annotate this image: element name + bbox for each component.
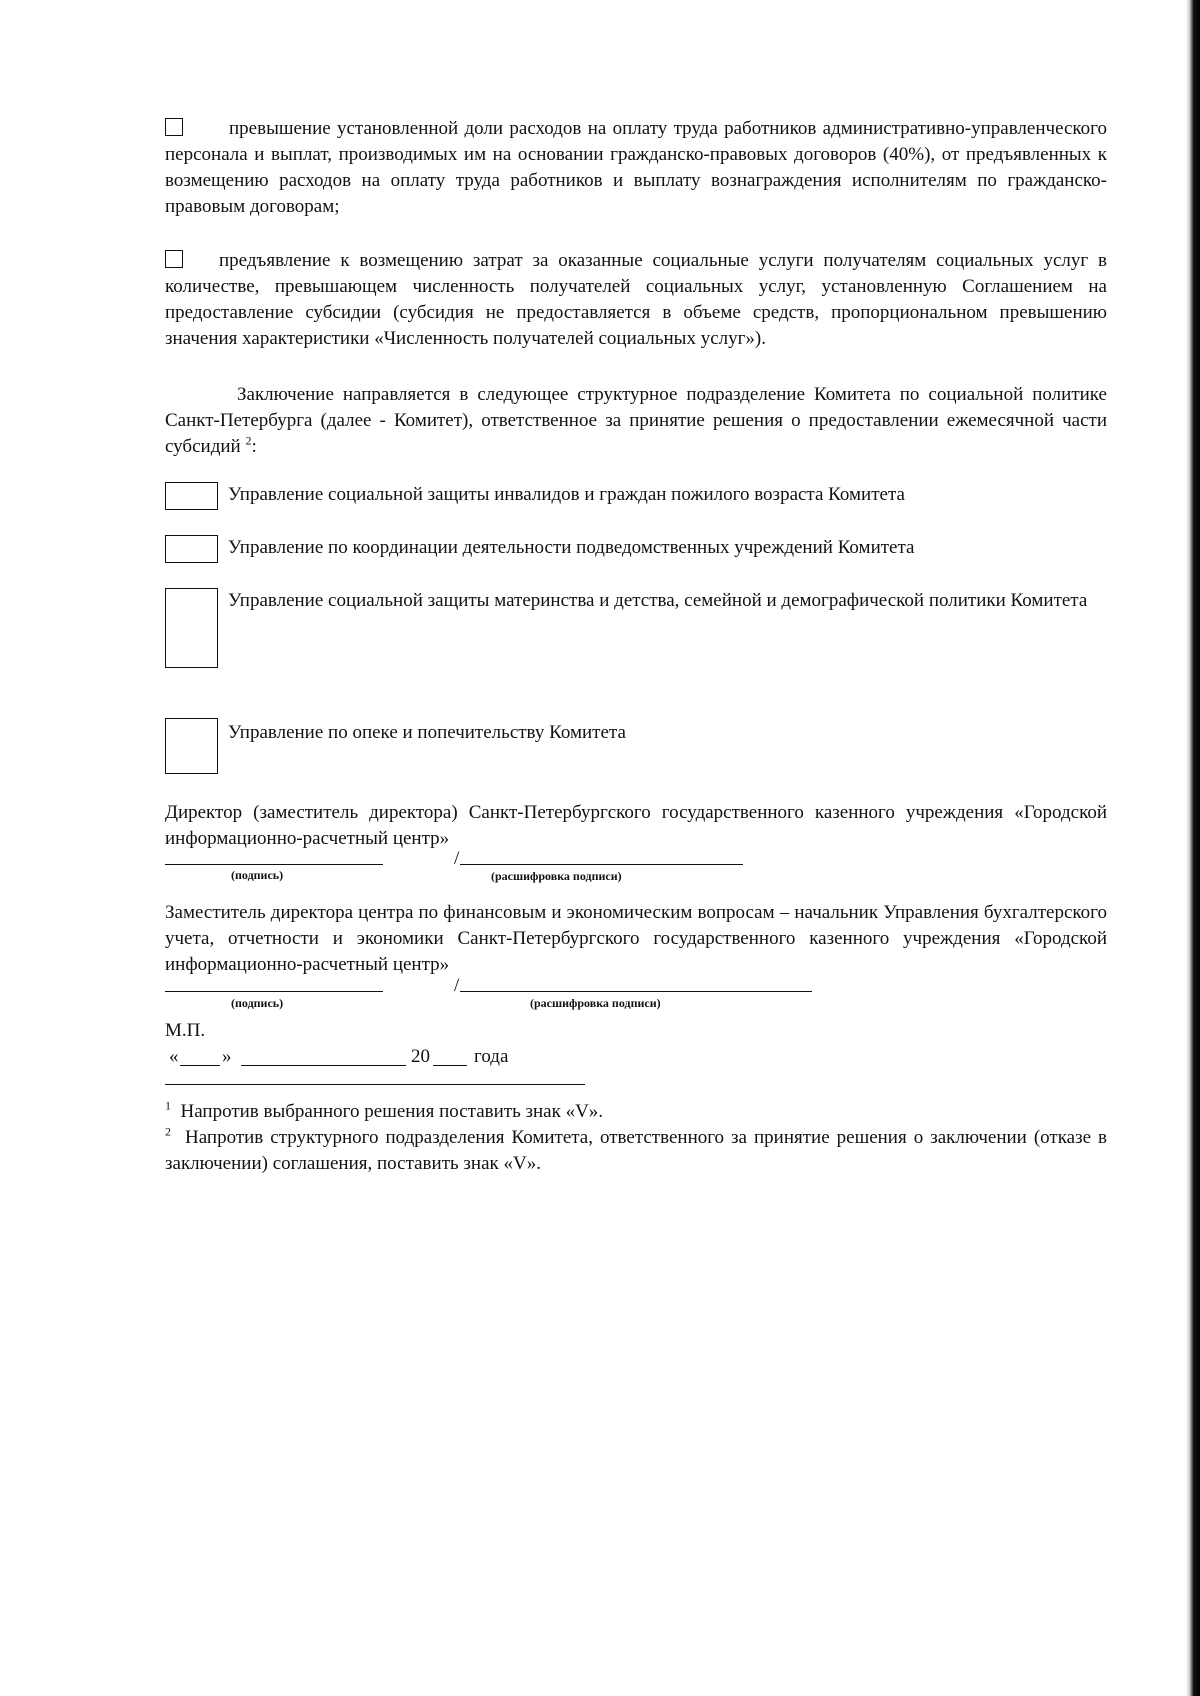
checkbox-excess-admin-share[interactable] (165, 118, 183, 136)
department-checkbox-4[interactable] (165, 718, 218, 774)
date-year-line[interactable] (433, 1065, 467, 1066)
footnote-2-text: Напротив структурного подразделения Комитета, ответственного за принятие решения о заключении (отказе в заключении) соглашения, поставить знак «V». (165, 1127, 1107, 1174)
date-quote-close: » (222, 1046, 232, 1067)
director-signature-row (165, 848, 1107, 886)
date-row (165, 1044, 1107, 1074)
department-row-4 (165, 718, 1107, 774)
footnote-1-text: Напротив выбранного решения поставить знак «V». (180, 1101, 604, 1122)
department-row-2 (165, 535, 1107, 563)
department-checkbox-1[interactable] (165, 482, 218, 510)
date-year-suffix: года (474, 1046, 509, 1067)
department-checkbox-3[interactable] (165, 588, 218, 668)
director-slash: / (454, 848, 460, 869)
item-excess-admin-share-text: превышение установленной доли расходов на оплату труда работников административно-управленческого персонала и выплат, производимых им на основании гражданско-правовых договоров (40%), от предъявленных к возмещению расходов на оплату труда работников и выплату вознаграждения исполнителям по гражданско-правовым договорам; (165, 118, 1107, 217)
date-quote-open: « (169, 1046, 179, 1067)
deputy-signature-line[interactable] (165, 991, 383, 992)
footnote-1 (165, 1099, 1107, 1125)
deputy-decoding-line[interactable] (460, 991, 812, 992)
department-label-3: Управление социальной защиты материнства и детства, семейной и демографической политики Комитета (228, 590, 1088, 611)
date-day-line[interactable] (180, 1065, 220, 1066)
director-title: Директор (заместитель директора) Санкт-Петербургского государственного казенного учреждения «Городской информационно-расчетный центр» (165, 802, 1107, 849)
director-signature-line[interactable] (165, 864, 383, 865)
deputy-slash: / (454, 975, 460, 996)
director-signature-caption: (подпись) (231, 868, 284, 882)
scanned-page-edge (1186, 0, 1200, 1696)
footnote-2-number: 2 (165, 1124, 171, 1139)
department-row-3 (165, 588, 1107, 668)
department-checkbox-2[interactable] (165, 535, 218, 563)
director-decoding-caption: (расшифровка подписи) (491, 869, 622, 883)
deputy-title: Заместитель директора центра по финансовым и экономическим вопросам – начальник Управления бухгалтерского учета, отчетности и экономики Санкт-Петербургского государственного казенного учреждения «Городской информационно-расчетный центр» (165, 902, 1107, 975)
conclusion-suffix: : (251, 436, 257, 457)
department-row-1 (165, 482, 1107, 510)
item-excess-recipients-text: предъявление к возмещению затрат за оказанные социальные услуги получателям социальных услуг в количестве, превышающем численность получателей социальных услуг, установленную Соглашением на предоставление субсидии (субсидия не предоставляется в объеме средств, пропорциональном превышению значения характеристики «Численность получателей социальных услуг»). (165, 250, 1107, 349)
department-label-4: Управление по опеке и попечительству Комитета (228, 722, 626, 743)
deputy-decoding-caption: (расшифровка подписи) (530, 996, 661, 1010)
date-year-prefix: 20 (411, 1046, 430, 1067)
department-label-1: Управление социальной защиты инвалидов и граждан пожилого возраста Комитета (228, 484, 905, 505)
document-body (165, 116, 1107, 1177)
date-month-line[interactable] (241, 1065, 406, 1066)
conclusion-paragraph (165, 382, 1107, 460)
checkbox-excess-recipients[interactable] (165, 250, 183, 268)
conclusion-text: Заключение направляется в следующее структурное подразделение Комитета по социальной политике Санкт-Петербурга (далее - Комитет), ответственное за принятие решения о предоставлении ежемесячной части субсидий (165, 384, 1107, 457)
department-label-2: Управление по координации деятельности подведомственных учреждений Комитета (228, 537, 915, 558)
stamp-place-label: М.П. (165, 1020, 206, 1041)
item-excess-recipients (165, 248, 1107, 352)
item-excess-admin-share (165, 116, 1107, 220)
deputy-signature-row (165, 975, 1107, 1012)
footnote-ref-2: 2 (245, 433, 252, 448)
director-decoding-line[interactable] (460, 864, 743, 865)
footnote-1-number: 1 (165, 1098, 171, 1113)
footnote-2 (165, 1125, 1107, 1177)
deputy-signature-caption: (подпись) (231, 996, 284, 1010)
